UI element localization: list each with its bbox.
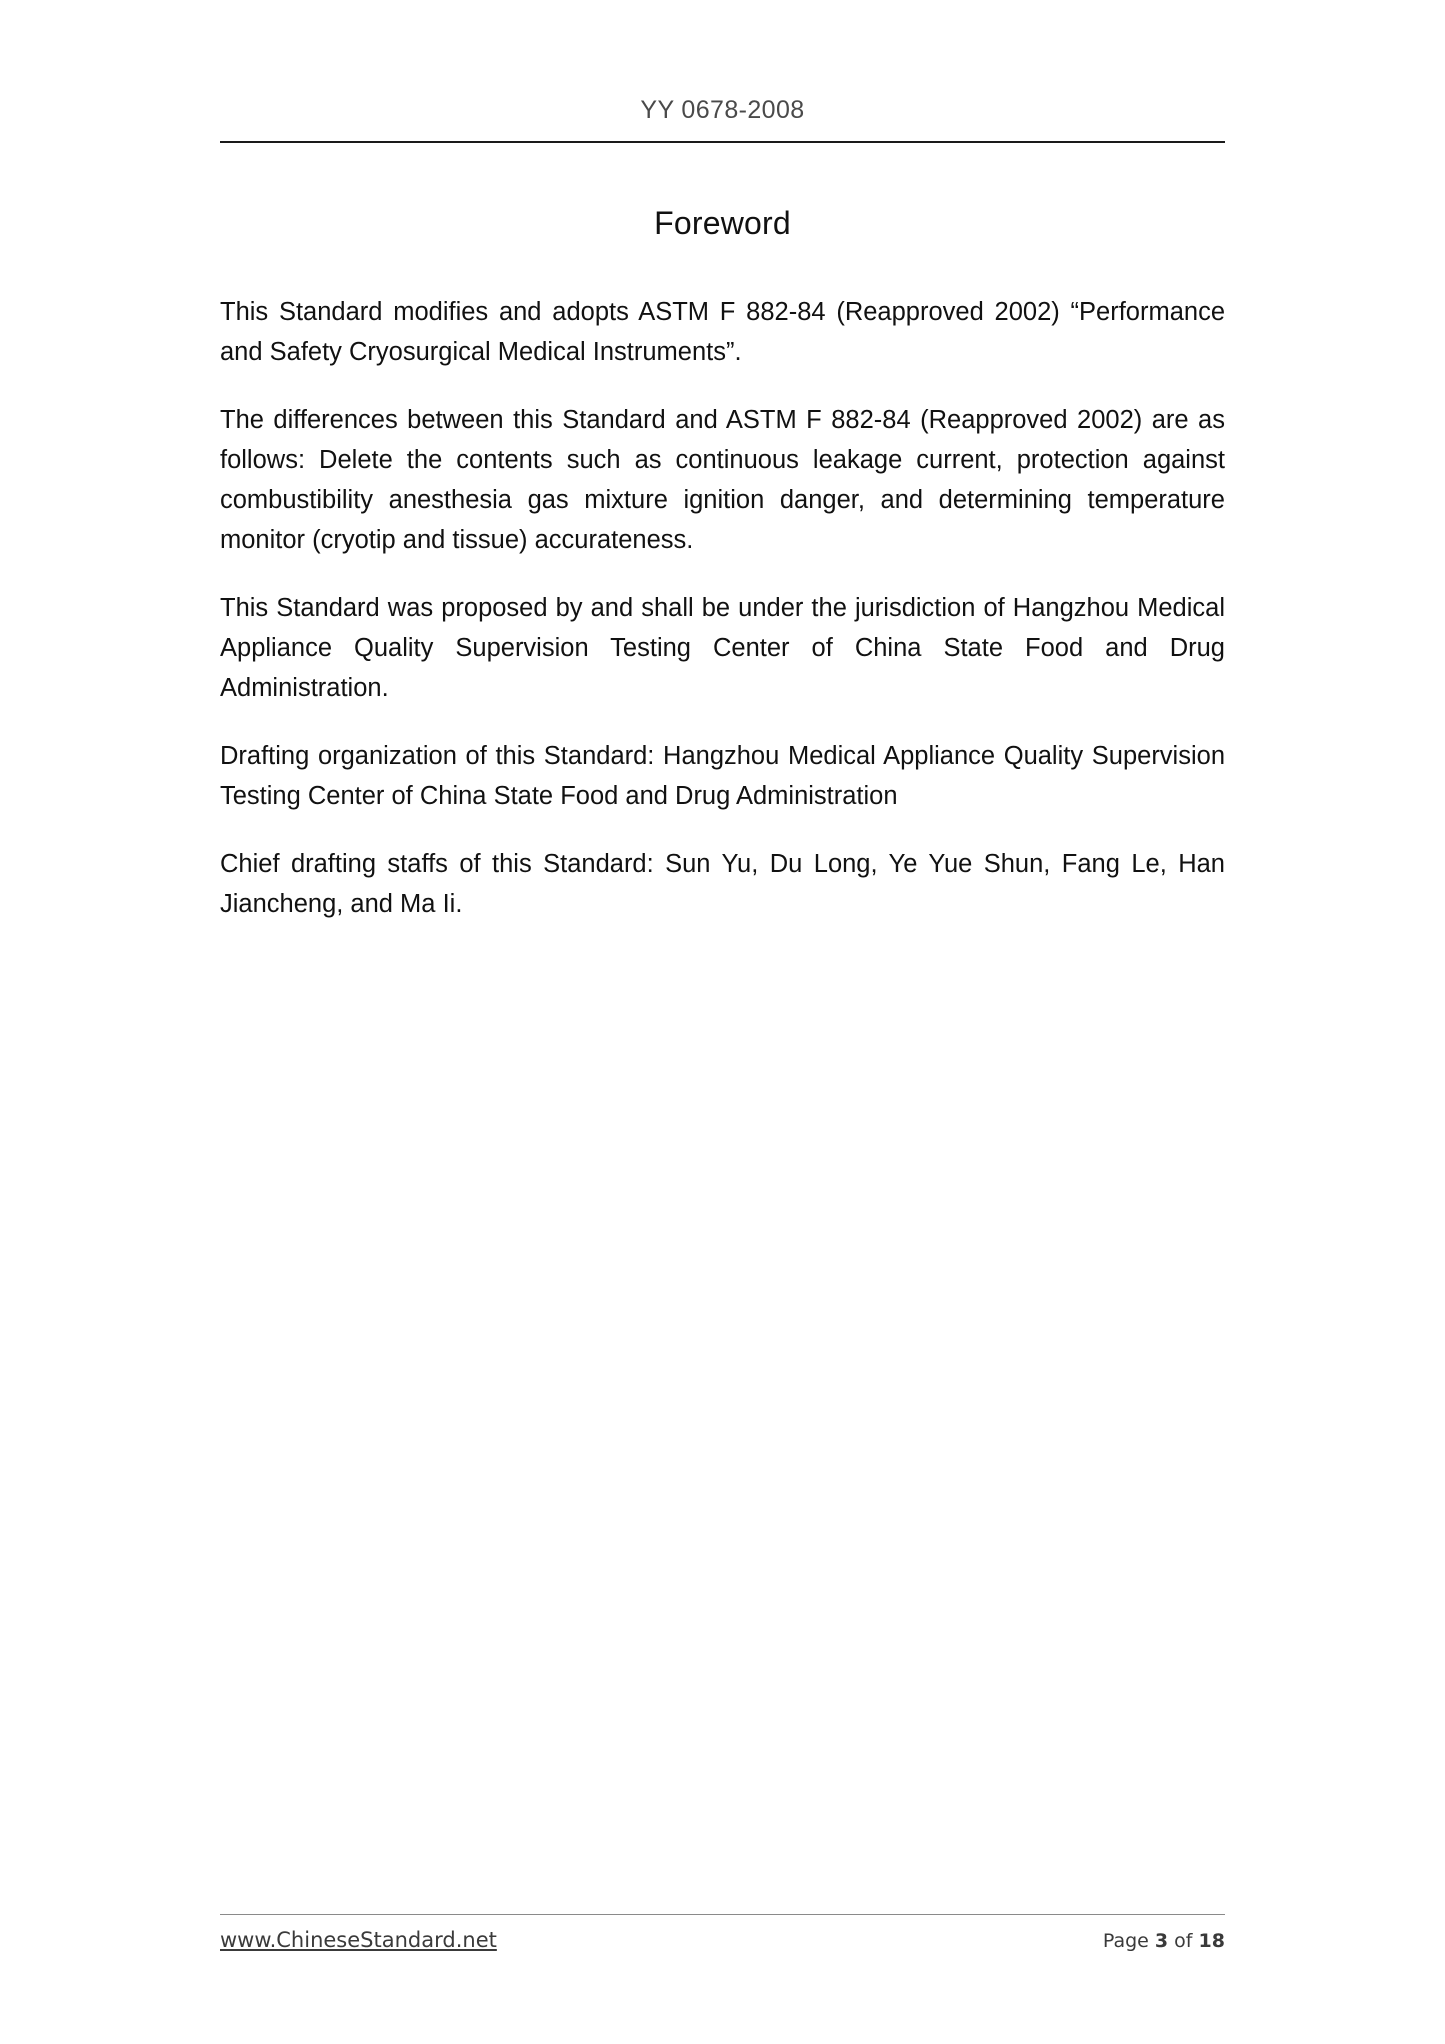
page-header: [220, 0, 1225, 125]
paragraph: This Standard was proposed by and shall be under the jurisdiction of Hangzhou Medical Appliance Quality Supervision Testing Center of China State Food and Drug Administration.: [220, 594, 1225, 702]
page-label-prefix: Page: [1102, 1930, 1149, 1952]
page-title: Foreword: [654, 205, 791, 241]
paragraph: This Standard modifies and adopts ASTM F 882-84 (Reapproved 2002) “Performance and Safety Cryosurgical Medical Instruments”.: [220, 298, 1225, 366]
footer-divider: [220, 1914, 1225, 1915]
page-number: [1103, 1930, 1225, 1952]
paragraph: Drafting organization of this Standard: Hangzhou Medical Appliance Quality Supervision Testing Center of China State Food and Drug Administration: [220, 742, 1225, 810]
header-divider: [220, 141, 1225, 143]
page-current: 3: [1154, 1930, 1169, 1952]
paragraph: Chief drafting staffs of this Standard: Sun Yu, Du Long, Ye Yue Shun, Fang Le, Han Jiancheng, and Ma Ii.: [220, 850, 1225, 918]
page-total: 18: [1198, 1930, 1225, 1952]
paragraph: The differences between this Standard and ASTM F 882-84 (Reapproved 2002) are as follows: Delete the contents such as continuous leakage current, protection against combustibility anesthesia gas mixture ignition danger, and determining temperature monitor (cryotip and tissue) accurateness.: [220, 406, 1225, 554]
footer-website-link[interactable]: www.ChineseStandard.net: [220, 1928, 497, 1952]
page-footer: [220, 1914, 1225, 1952]
page-label-of: of: [1174, 1930, 1193, 1952]
standard-number: YY 0678-2008: [640, 96, 805, 124]
